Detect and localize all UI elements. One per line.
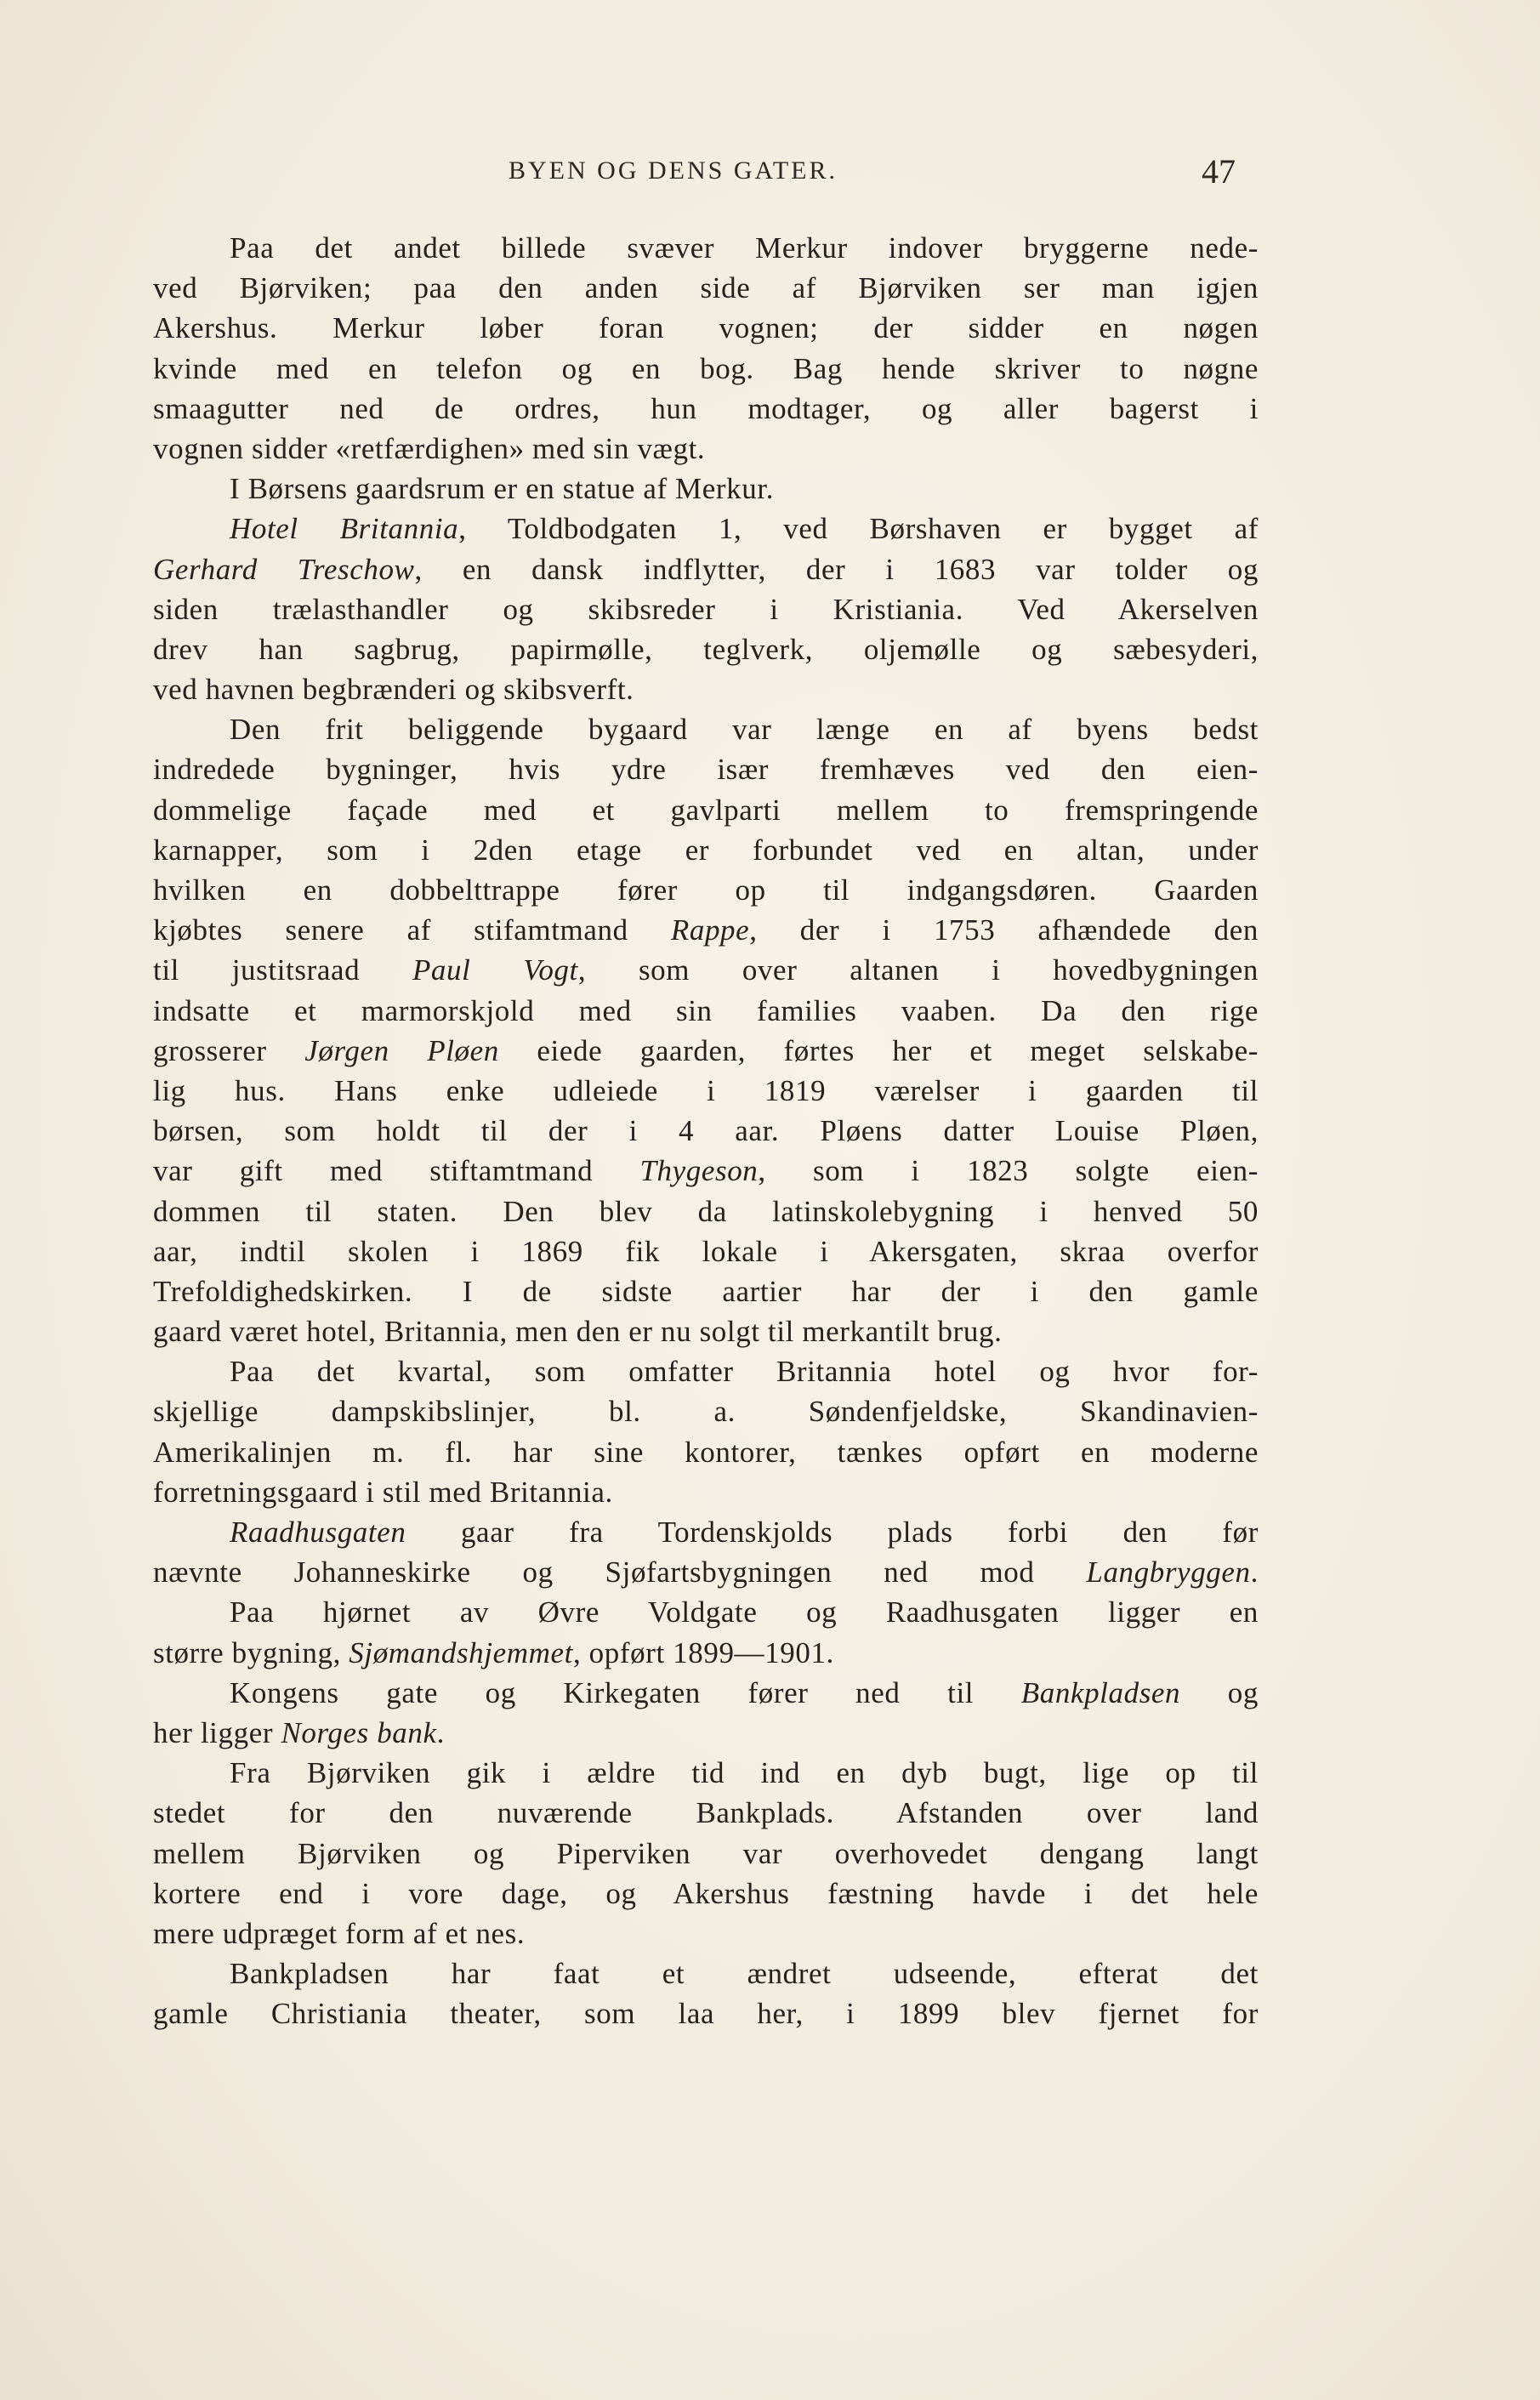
text-segment: eiede gaarden, førtes her et meget selskabe- <box>498 1033 1259 1067</box>
text-segment: og <box>1180 1675 1259 1709</box>
text-line: gaard været hotel, Britannia, men den er nu solgt til merkantilt brug. <box>153 1315 1003 1349</box>
italic-name: Langbryggen <box>1086 1555 1251 1590</box>
text-line <box>153 1031 1259 1071</box>
text-segment: her ligger <box>153 1715 281 1749</box>
italic-name: Jørgen Pløen <box>304 1033 499 1067</box>
text-line: dommen til staten. Den blev da latinskolebygning i henved 50 <box>153 1194 1259 1228</box>
text-segment: , som over altanen i hovedbygningen <box>577 953 1259 987</box>
text-line <box>153 910 1259 950</box>
italic-name: Bankpladsen <box>1020 1675 1181 1709</box>
italic-name: Paul Vogt <box>412 953 578 987</box>
text-line: Trefoldighedskirken. I de sidste aartier har der i den gamle <box>153 1274 1259 1308</box>
text-line: gamle Christiania theater, som laa her, i 1899 blev fjernet for <box>153 1997 1259 2031</box>
text-line: indsatte et marmorskjold med sin families vaaben. Da den rige <box>153 993 1259 1027</box>
text-line: skjellige dampskibslinjer, bl. a. Søndenfjeldske, Skandinavien- <box>153 1395 1259 1429</box>
text-line: mellem Bjørviken og Piperviken var overhovedet dengang langt <box>153 1836 1259 1870</box>
text-line: Akershus. Merkur løber foran vognen; der sidder en nøgen <box>153 311 1259 345</box>
text-segment: , der i 1753 afhændede den <box>749 913 1259 947</box>
text-line: Paa det andet billede svæver Merkur indover bryggerne nede- <box>230 231 1259 264</box>
text-line: stedet for den nuværende Bankplads. Afstanden over land <box>153 1796 1259 1830</box>
text-segment: , en dansk indflytter, der i 1683 var tolder og <box>414 552 1259 586</box>
running-title: BYEN OG DENS GATER. <box>509 156 838 185</box>
text-line: indredede bygninger, hvis ydre især fremhæves ved den eien- <box>153 753 1259 787</box>
text-segment: , Toldbodgaten 1, ved Børshaven er bygget af <box>458 512 1259 546</box>
page-number: 47 <box>1202 152 1236 191</box>
text-line: vognen sidder «retfærdighen» med sin vægt. <box>153 431 706 465</box>
text-line: ved havnen begbrænderi og skibsverft. <box>153 673 634 707</box>
text-segment: . <box>436 1715 446 1749</box>
text-line: Fra Bjørviken gik i ældre tid ind en dyb bugt, lige op til <box>230 1756 1259 1790</box>
text-line: siden trælasthandler og skibsreder i Kristiania. Ved Akerselven <box>153 592 1259 626</box>
body-text <box>153 228 1259 2033</box>
text-segment: gaar fra Tordenskjolds plads forbi den før <box>406 1516 1259 1549</box>
text-line <box>153 1512 1259 1552</box>
text-line: smaagutter ned de ordres, hun modtager, og aller bagerst i <box>153 391 1259 425</box>
text-line <box>153 1713 1259 1753</box>
text-segment: grosserer <box>153 1033 305 1067</box>
text-line: I Børsens gaardsrum er en statue af Merkur. <box>230 472 775 506</box>
italic-name: Raadhusgaten <box>230 1516 406 1549</box>
text-line <box>153 509 1259 549</box>
text-line: ved Bjørviken; paa den anden side af Bjørviken ser man igjen <box>153 271 1259 305</box>
text-line: forretningsgaard i stil med Britannia. <box>153 1475 613 1509</box>
text-line: drev han sagbrug, papirmølle, teglverk, oljemølle og sæbesyderi, <box>153 632 1259 666</box>
italic-name: Gerhard Treschow <box>153 552 415 586</box>
text-line: karnapper, som i 2den etage er forbundet ved en altan, under <box>153 833 1259 867</box>
text-line: Den frit beliggende bygaard var længe en af byens bedst <box>230 713 1259 747</box>
text-line <box>153 1552 1259 1592</box>
text-segment: større bygning, <box>153 1635 349 1669</box>
italic-name: Sjømandshjemmet <box>349 1635 573 1669</box>
text-line <box>153 1151 1259 1191</box>
text-segment: nævnte Johanneskirke og Sjøfartsbygningen ned mod <box>153 1555 1087 1590</box>
text-line: dommelige façade med et gavlparti mellem to fremspringende <box>153 793 1259 827</box>
text-line <box>153 950 1259 990</box>
text-line: kvinde med en telefon og en bog. Bag hende skriver to nøgne <box>153 351 1259 385</box>
italic-name: Rappe <box>670 913 750 947</box>
text-line: hvilken en dobbelttrappe fører op til indgangsdøren. Gaarden <box>153 873 1259 907</box>
text-line: børsen, som holdt til der i 4 aar. Pløens datter Louise Pløen, <box>153 1114 1259 1148</box>
text-segment: var gift med stiftamtmand <box>153 1154 640 1188</box>
text-line: Paa hjørnet av Øvre Voldgate og Raadhusgaten ligger en <box>230 1595 1259 1629</box>
text-segment: . <box>1250 1555 1259 1590</box>
italic-name: Hotel Britannia <box>230 512 459 546</box>
text-line: kortere end i vore dage, og Akershus fæstning havde i det hele <box>153 1876 1259 1910</box>
text-line: mere udpræget form af et nes. <box>153 1916 526 1950</box>
text-line: Paa det kvartal, som omfatter Britannia hotel og hvor for- <box>230 1355 1259 1389</box>
text-line <box>153 1673 1259 1713</box>
text-segment: , som i 1823 solgte eien- <box>758 1154 1259 1188</box>
text-line <box>153 1633 1259 1673</box>
text-segment: Kongens gate og Kirkegaten fører ned til <box>230 1675 1021 1709</box>
text-line: Amerikalinjen m. fl. har sine kontorer, tænkes opført en moderne <box>153 1435 1259 1469</box>
text-segment: , opført 1899—1901. <box>572 1635 834 1669</box>
text-line: lig hus. Hans enke udleiede i 1819 værelser i gaarden til <box>153 1073 1259 1107</box>
text-line: Bankpladsen har faat et ændret udseende, efterat det <box>230 1957 1259 1991</box>
italic-name: Thygeson <box>639 1154 759 1188</box>
text-segment: til justitsraad <box>153 953 412 987</box>
text-line <box>153 549 1259 589</box>
text-segment: kjøbtes senere af stifamtmand <box>153 913 671 947</box>
text-line: aar, indtil skolen i 1869 fik lokale i Akersgaten, skraa overfor <box>153 1234 1259 1268</box>
italic-name: Norges bank <box>281 1715 437 1749</box>
